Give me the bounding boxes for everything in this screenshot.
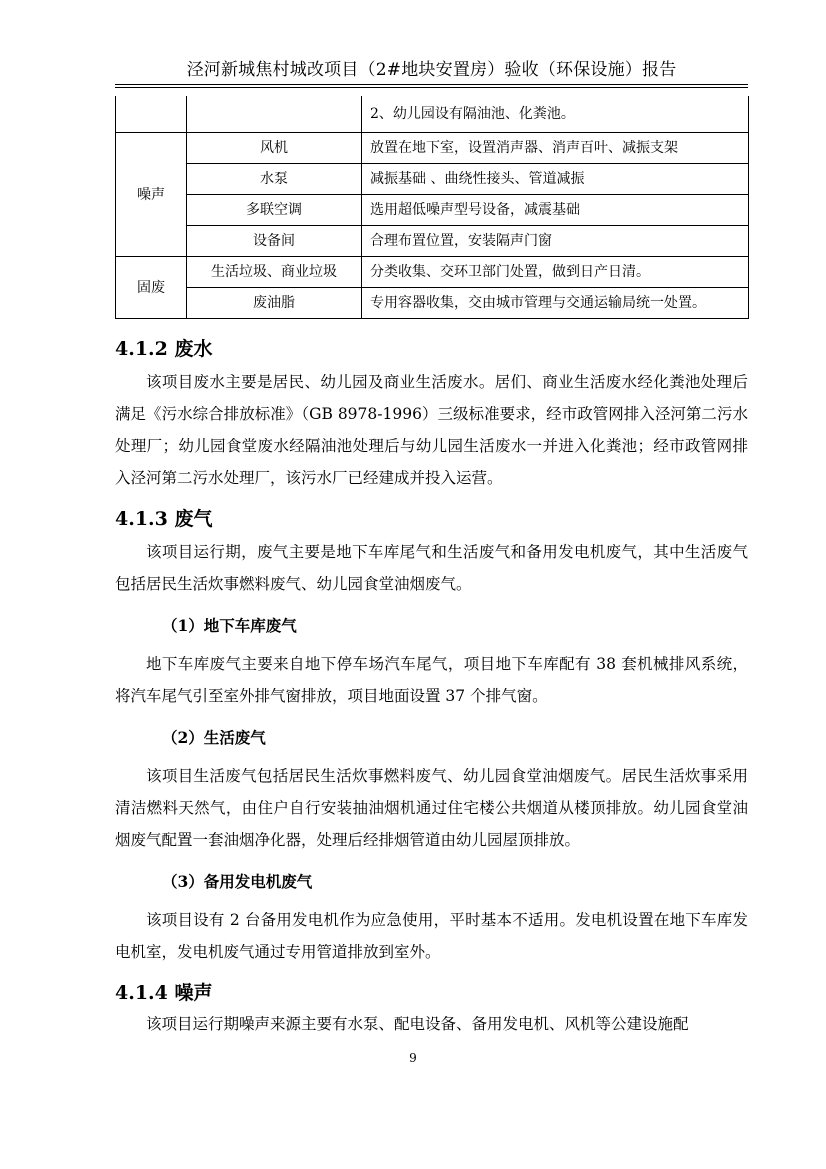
table-cell-measure: 2、幼儿园设有隔油池、化粪池。	[362, 96, 749, 133]
table-row	[116, 226, 749, 257]
table-row	[116, 257, 749, 288]
page-header-title: 泾河新城焦村城改项目（2#地块安置房）验收（环保设施）报告	[186, 60, 677, 80]
facilities-table	[115, 96, 749, 319]
subsection-title-domestic-exhaust: （2）生活废气	[162, 728, 266, 747]
table-cell-category-noise: 噪声	[116, 133, 187, 257]
section-title-noise: 4.1.4 噪声	[115, 982, 213, 1004]
header-rule-bottom	[115, 87, 748, 88]
paragraph-garage-exhaust: 地下车库废气主要来自地下停车场汽车尾气，项目地下车库配有 38 套机械排风系统，将汽车尾气引至室外排气窗排放，项目地面设置 37 个排气窗。	[115, 655, 748, 705]
table-cell-measure: 分类收集、交环卫部门处置，做到日产日清。	[362, 257, 749, 288]
table-row	[116, 195, 749, 226]
paragraph-exhaust-intro: 该项目运行期，废气主要是地下车库尾气和生活废气和备用发电机废气，其中生活废气包括居民生活炊事燃料废气、幼儿园食堂油烟废气。	[115, 543, 748, 593]
table-row	[116, 164, 749, 195]
table-row	[116, 288, 749, 319]
section-title-exhaust: 4.1.3 废气	[115, 508, 213, 530]
table-cell-measure: 专用容器收集，交由城市管理与交通运输局统一处置。	[362, 288, 749, 319]
table-cell-measure: 合理布置位置，安装隔声门窗	[362, 226, 749, 257]
subsection-title-generator-exhaust: （3）备用发电机废气	[162, 872, 313, 891]
table-cell-measure: 减振基础 、曲绕性接头、管道减振	[362, 164, 749, 195]
paragraph-wastewater: 该项目废水主要是居民、幼儿园及商业生活废水。居们、商业生活废水经化粪池处理后满足《污水综合排放标准》（GB 8978-1996）三级标准要求，经市政管网排入泾河第二污水处理厂；幼儿园食堂废水经隔油池处理后与幼儿园生活废水一并进入化粪池；经市政管网排入泾河第二污水处理厂，该污水厂已经建成并投入运营。	[115, 373, 748, 487]
table-cell-category-solid-waste: 固废	[116, 257, 187, 319]
page-number: 9	[409, 1051, 417, 1065]
table-cell-source: 风机	[187, 133, 362, 164]
paragraph-noise-intro: 该项目运行期噪声来源主要有水泵、配电设备、备用发电机、风机等公建设施配	[146, 1015, 689, 1033]
table-cell-source: 水泵	[187, 164, 362, 195]
section-title-wastewater: 4.1.2 废水	[115, 338, 213, 360]
table-cell-source: 废油脂	[187, 288, 362, 319]
table-cell-source: 多联空调	[187, 195, 362, 226]
table-cell-category	[116, 96, 187, 133]
table-cell-source: 设备间	[187, 226, 362, 257]
table-cell-source: 生活垃圾、商业垃圾	[187, 257, 362, 288]
header-rule-top	[115, 84, 748, 85]
body-content	[115, 336, 748, 1040]
table-row	[116, 133, 749, 164]
subsection-title-garage-exhaust: （1）地下车库废气	[162, 616, 297, 635]
table-row	[116, 96, 749, 133]
paragraph-generator-exhaust: 该项目设有 2 台备用发电机作为应急使用，平时基本不适用。发电机设置在地下车库发电机室，发电机废气通过专用管道排放到室外。	[115, 911, 748, 961]
table-cell-measure: 放置在地下室，设置消声器、消声百叶、减振支架	[362, 133, 749, 164]
table-cell-source	[187, 96, 362, 133]
table-cell-measure: 选用超低噪声型号设备，减震基础	[362, 195, 749, 226]
paragraph-domestic-exhaust: 该项目生活废气包括居民生活炊事燃料废气、幼儿园食堂油烟废气。居民生活炊事采用清洁燃料天然气，由住户自行安装抽油烟机通过住宅楼公共烟道从楼顶排放。幼儿园食堂油烟废气配置一套油烟净化器，处理后经排烟管道由幼儿园屋顶排放。	[115, 767, 748, 849]
